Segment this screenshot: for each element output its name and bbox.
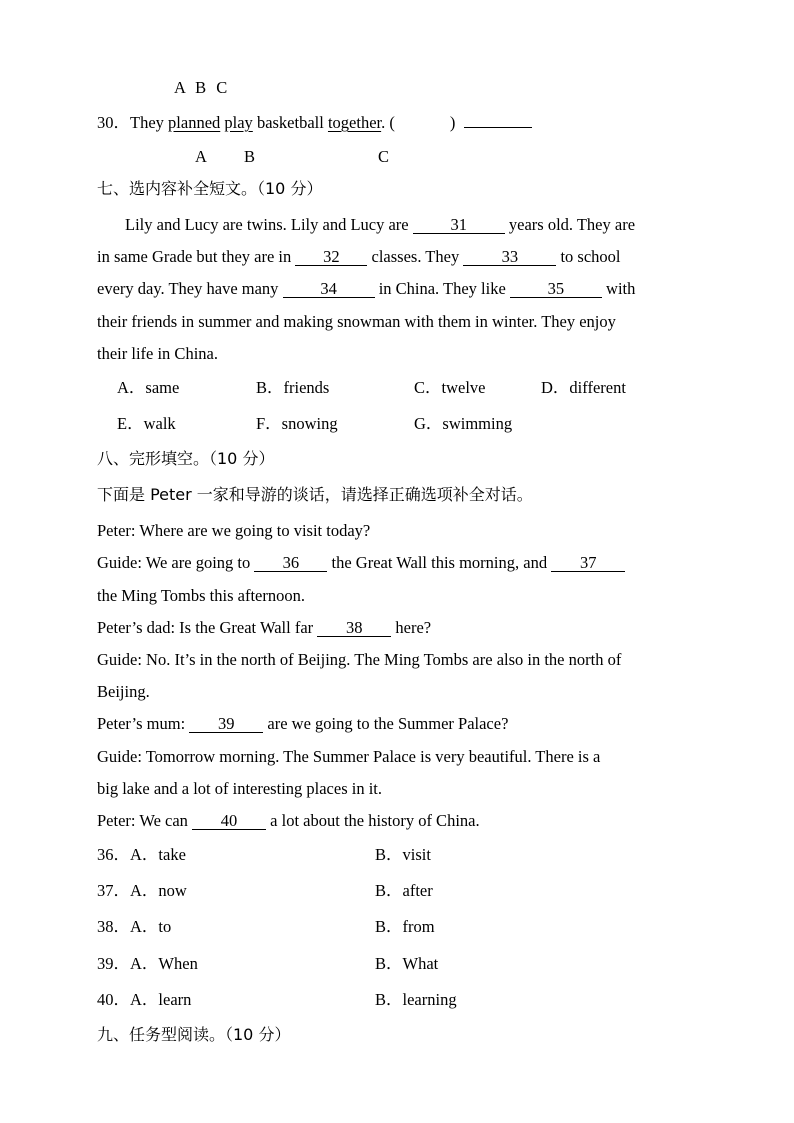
option-f-snowing: F．snowing (256, 414, 338, 433)
question-40-option-b: B．learning (375, 990, 457, 1009)
q29-letter-a: A (174, 78, 186, 97)
q30-letter-b: B (244, 147, 256, 166)
option-a-same: A．same (117, 378, 180, 397)
blank-38[interactable]: 38 (317, 619, 391, 637)
option-d-different: D．different (541, 378, 626, 397)
question-38-option-a: 38．A．to (97, 917, 172, 936)
open-paren: . ( (381, 113, 395, 132)
q30-letter-c: C (378, 147, 390, 166)
option-g-swimming: G．swimming (414, 414, 513, 433)
question-37-option-b: B．after (375, 881, 433, 900)
option-e-walk: E．walk (117, 414, 176, 433)
section-8-instructions: 下面是 Peter 一家和导游的谈话，请选择正确选项补全对话。 (97, 485, 533, 504)
passage-line-3: every day. They have many 34 in China. They like 35 with (97, 279, 636, 298)
blank-37[interactable]: 37 (551, 554, 625, 572)
dialogue-line-1: Peter: Where are we going to visit today? (97, 521, 371, 540)
dialogue-line-4: Peter’s dad: Is the Great Wall far 38 here? (97, 618, 432, 637)
close-paren: ) (449, 113, 456, 132)
question-37-option-a: 37．A．now (97, 881, 187, 900)
passage-line-5: their life in China. (97, 344, 218, 363)
question-38-option-b: B．from (375, 917, 435, 936)
section-7-heading: 七、选内容补全短文。（10 分） (97, 179, 323, 198)
option-c-twelve: C．twelve (414, 378, 486, 397)
word-together: together (327, 113, 382, 132)
blank-33[interactable]: 33 (463, 248, 556, 266)
dialogue-line-2: Guide: We are going to 36 the Great Wall this morning, and 37 (97, 553, 625, 573)
q29-letter-c: C (216, 78, 228, 97)
passage-line-4: their friends in summer and making snowman with them in winter. They enjoy (97, 312, 616, 331)
dialogue-line-9: big lake and a lot of interesting places in it. (97, 779, 383, 798)
passage-line-1: Lily and Lucy are twins. Lily and Lucy are 31 years old. They are (125, 215, 636, 234)
q30-letter-a: A (195, 147, 207, 166)
section-8-heading: 八、完形填空。（10 分） (97, 449, 275, 468)
word-play: play (224, 113, 253, 132)
word-basketball: basketball (256, 113, 324, 132)
blank-36[interactable]: 36 (254, 554, 327, 572)
q29-option-letters (174, 78, 227, 98)
section-9-heading: 九、任务型阅读。（10 分） (97, 1025, 291, 1044)
dialogue-line-7: Peter’s mum: 39 are we going to the Summer Palace? (97, 714, 509, 733)
blank-34[interactable]: 34 (283, 280, 375, 298)
blank-39[interactable]: 39 (189, 715, 263, 733)
blank-31[interactable]: 31 (413, 216, 505, 234)
question-39-option-b: B．What (375, 954, 439, 973)
dialogue-line-3: the Ming Tombs this afternoon. (97, 586, 305, 605)
blank-32[interactable]: 32 (295, 248, 367, 266)
question-30 (97, 113, 532, 133)
question-39-option-a: 39．A．When (97, 954, 198, 973)
word-planned: planned (168, 113, 221, 132)
dialogue-line-8: Guide: Tomorrow morning. The Summer Palace is very beautiful. There is a (97, 747, 601, 766)
question-40-option-a: 40．A．learn (97, 990, 192, 1009)
word-they: They (130, 113, 164, 132)
blank-40[interactable]: 40 (192, 812, 266, 830)
dialogue-line-6: Beijing. (97, 682, 150, 701)
dialogue-line-10: Peter: We can 40 a lot about the history of China. (97, 811, 480, 830)
passage-line-2: in same Grade but they are in 32 classes. They 33 to school (97, 247, 621, 266)
question-36-option-b: B．visit (375, 845, 431, 864)
answer-blank-30[interactable] (464, 127, 532, 128)
blank-35[interactable]: 35 (510, 280, 602, 298)
q29-letter-b: B (195, 78, 207, 97)
dialogue-line-5: Guide: No. It’s in the north of Beijing. The Ming Tombs are also in the north of (97, 650, 622, 669)
option-b-friends: B．friends (256, 378, 330, 397)
question-36-option-a: 36．A．take (97, 845, 186, 864)
question-number: 30． (97, 113, 130, 132)
